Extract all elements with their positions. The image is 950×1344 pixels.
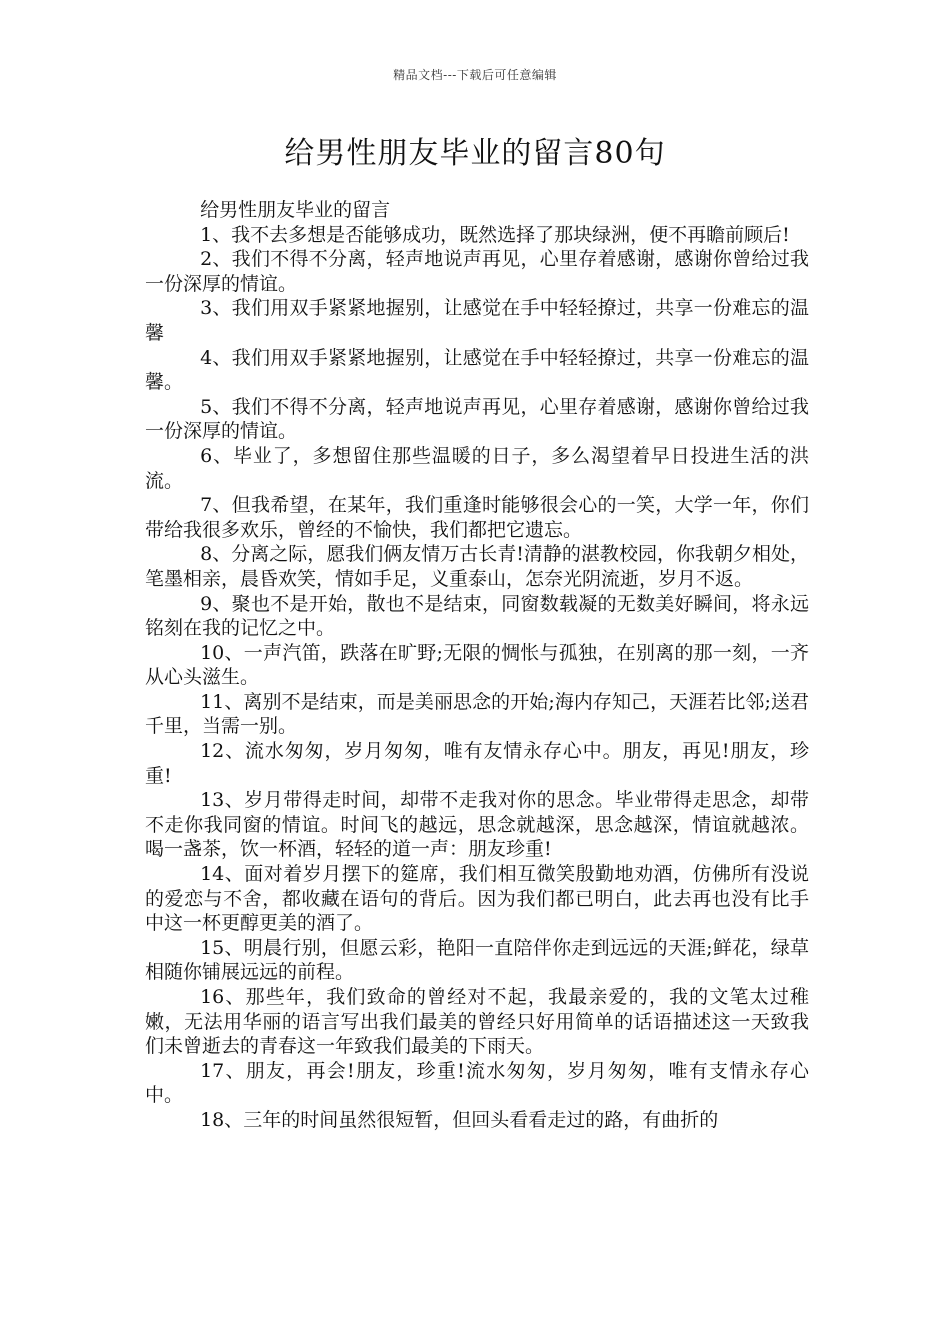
paragraph-16: 16、那些年，我们致命的曾经对不起，我最亲爱的，我的文笔太过稚嫩，无法用华丽的语言写出我们最美的曾经只好用简单的话语描述这一天致我们未曾逝去的青春这一年致我们最美的下雨天。 [145, 986, 809, 1058]
paragraph-4: 4、我们用双手紧紧地握别，让感觉在手中轻轻撩过，共享一份难忘的温馨。 [145, 346, 809, 394]
paragraph-14: 14、面对着岁月摆下的筵席，我们相互微笑殷勤地劝酒，仿佛所有没说的爱恋与不舍，都收藏在语句的背后。因为我们都已明白，此去再也没有比手中这一杯更醇更美的酒了。 [145, 863, 809, 935]
document-body [145, 198, 809, 1133]
paragraph-2: 2、我们不得不分离，轻声地说声再见，心里存着感谢，感谢你曾给过我一份深厚的情谊。 [145, 248, 809, 295]
paragraph-7: 7、但我希望，在某年，我们重逢时能够很会心的一笑，大学一年，你们带给我很多欢乐，曾经的不愉快，我们都把它遗忘。 [145, 494, 809, 541]
header-note: 精品文档---下载后可任意编辑 [393, 68, 557, 82]
paragraph-17: 17、朋友，再会!朋友，珍重!流水匆匆，岁月匆匆，唯有支情永存心中。 [145, 1059, 809, 1107]
paragraph-13: 13、岁月带得走时间，却带不走我对你的思念。毕业带得走思念，却带不走你我同窗的情谊。时间飞的越远，思念就越深，思念越深，情谊就越浓。喝一盏茶，饮一杯酒，轻轻的道一声：朋友珍重! [145, 789, 809, 861]
paragraph-6: 6、毕业了，多想留住那些温暖的日子，多么渴望着早日投进生活的洪流。 [145, 444, 809, 492]
paragraph-1: 1、我不去多想是否能够成功，既然选择了那块绿洲，便不再瞻前顾后! [200, 223, 790, 246]
document-title: 给男性朋友毕业的留言80句 [284, 136, 666, 171]
paragraph-9: 9、聚也不是开始，散也不是结束，同窗数载凝的无数美好瞬间，将永远铭刻在我的记忆之中。 [145, 592, 809, 640]
paragraph-18: 18、三年的时间虽然很短暂，但回头看看走过的路，有曲折的 [200, 1108, 719, 1131]
paragraph-12: 12、流水匆匆，岁月匆匆，唯有友情永存心中。朋友，再见!朋友，珍重! [145, 740, 809, 787]
paragraph-11: 11、离别不是结束，而是美丽思念的开始;海内存知己，天涯若比邻;送君千里，当需一别。 [145, 690, 809, 738]
intro-line: 给男性朋友毕业的留言 [200, 199, 391, 221]
paragraph-3: 3、我们用双手紧紧地握别，让感觉在手中轻轻撩过，共享一份难忘的温馨 [145, 297, 809, 344]
paragraph-15: 15、明晨行别，但愿云彩，艳阳一直陪伴你走到远远的天涯;鲜花，绿草相随你铺展远远的前程。 [145, 936, 809, 984]
paragraph-10: 10、一声汽笛，跌落在旷野;无限的惆怅与孤独，在别离的那一刻，一齐从心头滋生。 [145, 641, 809, 689]
paragraph-8: 8、分离之际，愿我们俩友情万古长青!清静的湛教校园，你我朝夕相处，笔墨相亲，晨昏欢笑，情如手足，义重泰山，怎奈光阴流逝，岁月不返。 [145, 543, 809, 590]
paragraph-5: 5、我们不得不分离，轻声地说声再见，心里存着感谢，感谢你曾给过我一份深厚的情谊。 [145, 395, 809, 443]
